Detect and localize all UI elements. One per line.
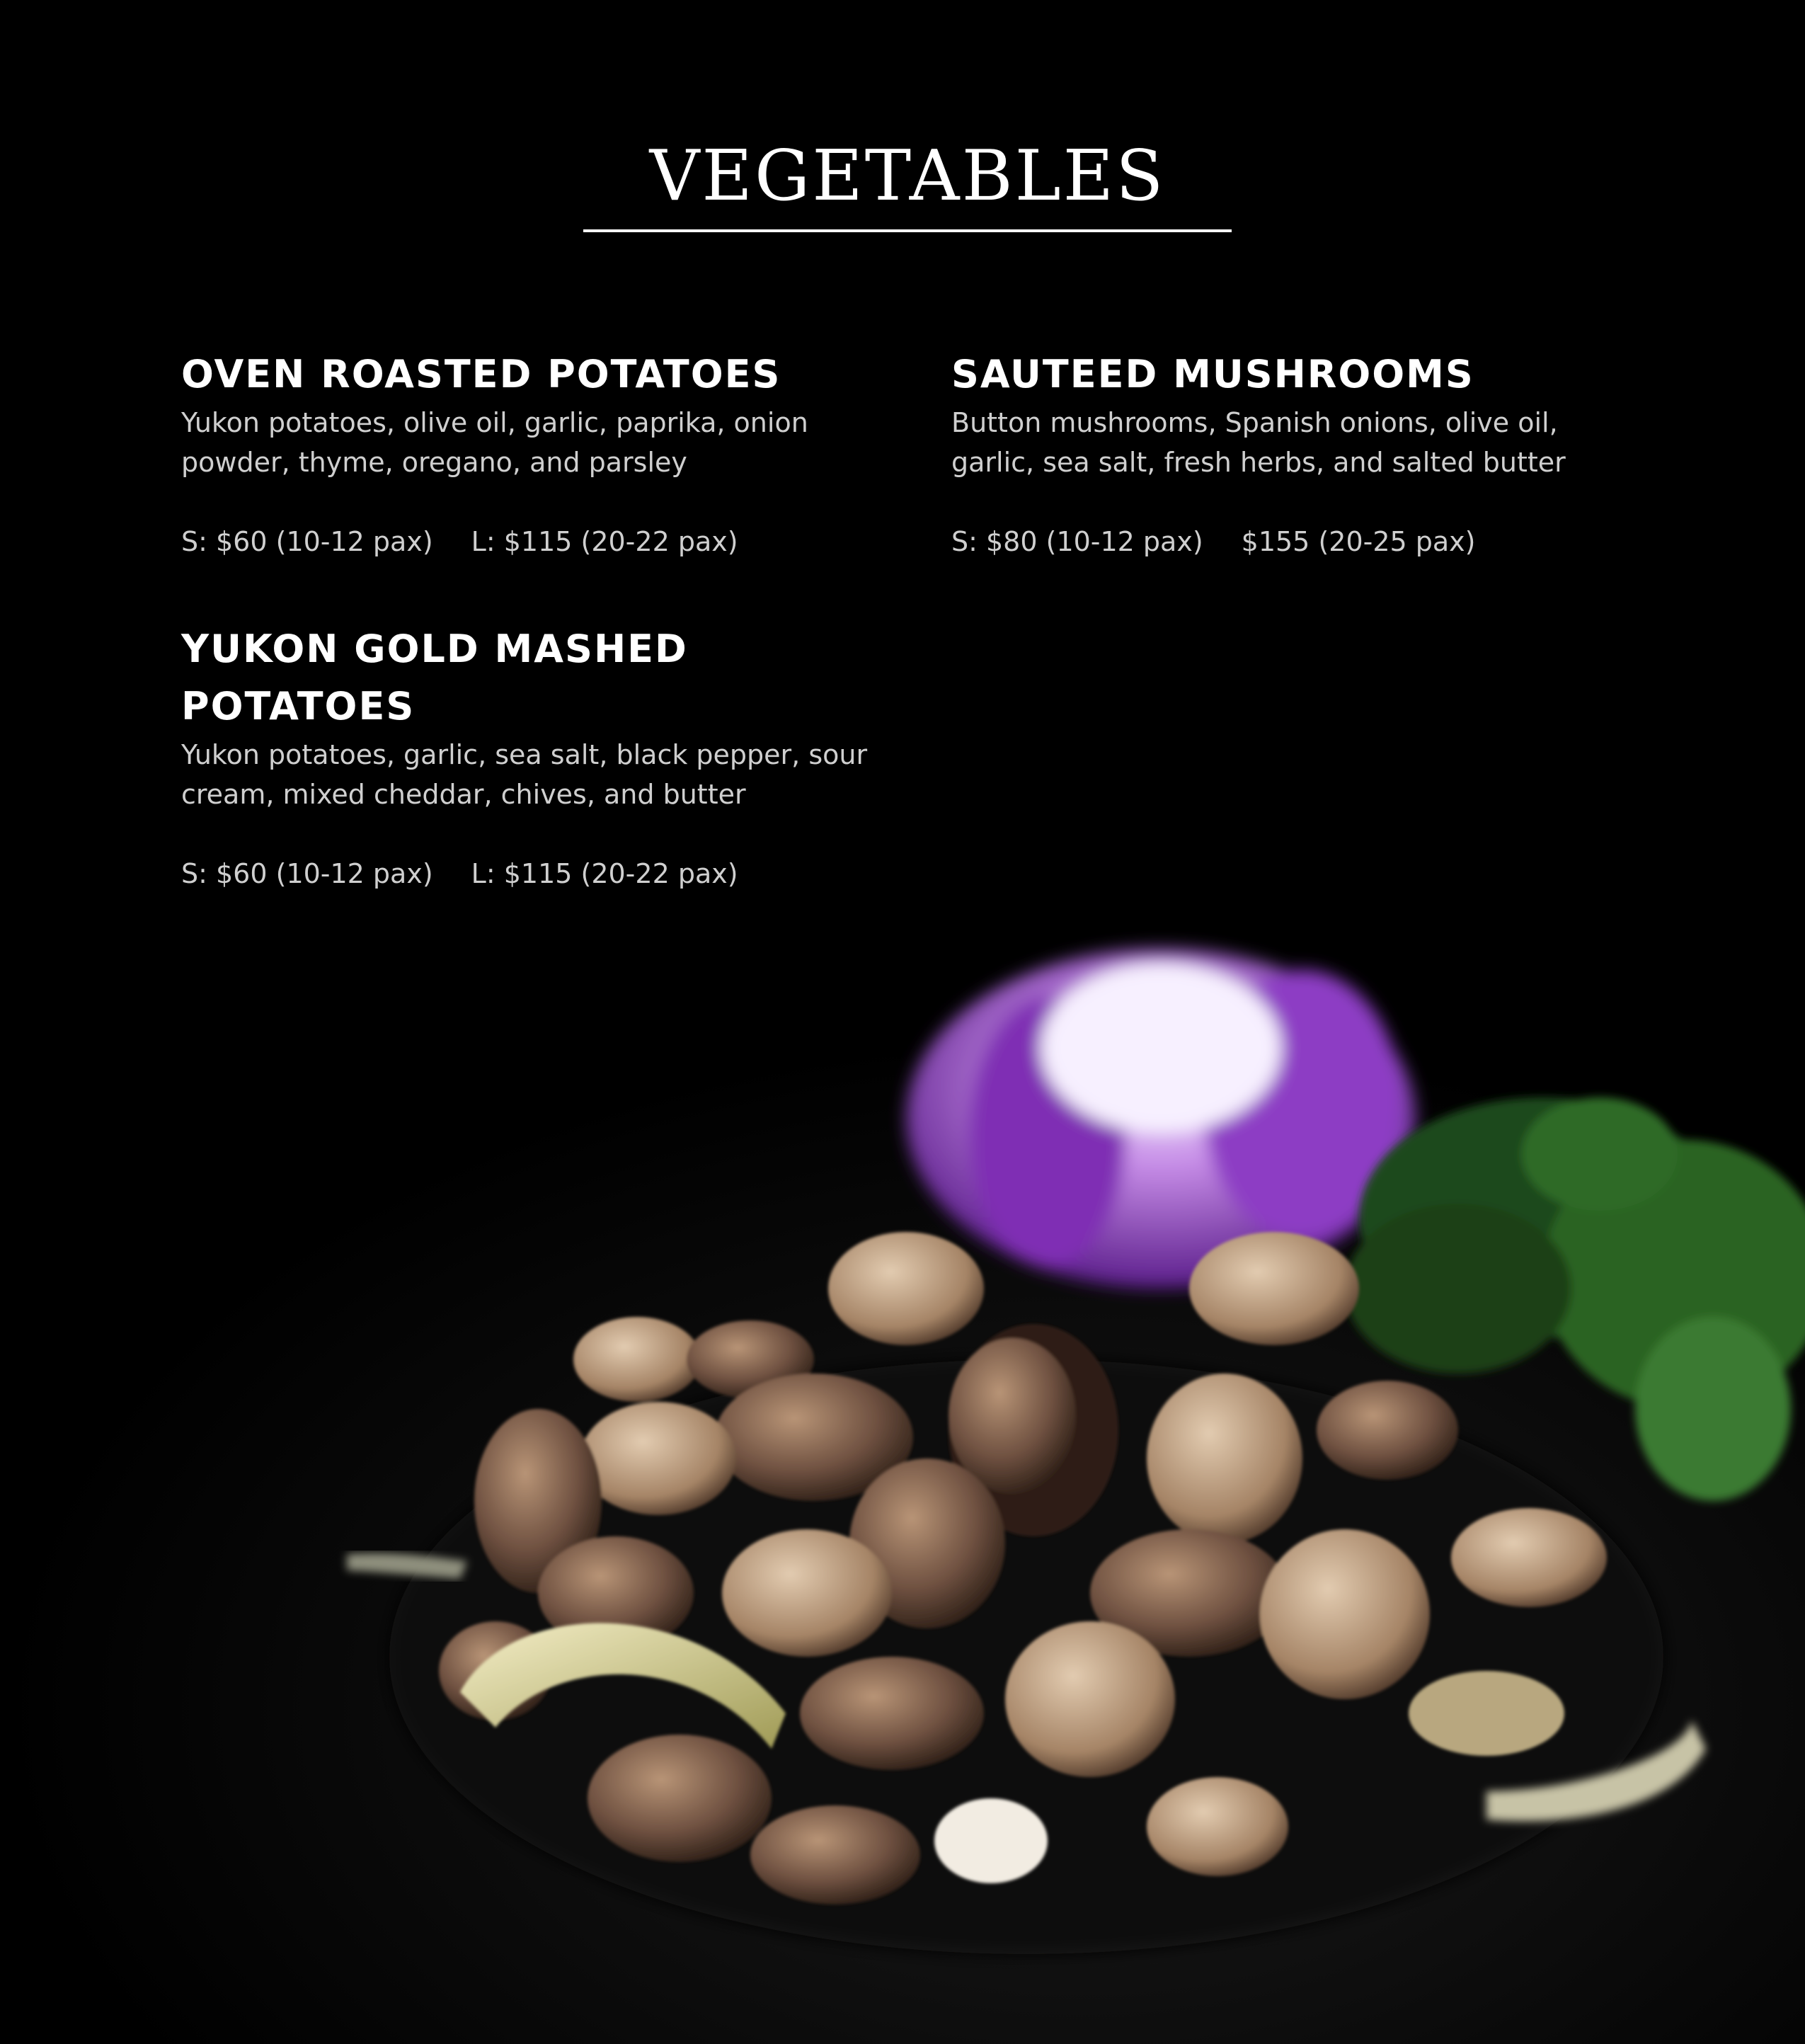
price-large: L: $115 (20-22 pax) — [471, 526, 738, 557]
menu-item-oven-roasted-potatoes — [181, 346, 917, 561]
item-description: Yukon potatoes, olive oil, garlic, paprika, onion powder, thyme, oregano, and parsley — [181, 407, 808, 478]
price-small: S: $60 (10-12 pax) — [181, 526, 433, 557]
item-prices — [951, 522, 1617, 561]
price-large: $155 (20-25 pax) — [1241, 526, 1476, 557]
price-large: L: $115 (20-22 pax) — [471, 858, 738, 889]
item-description: Yukon potatoes, garlic, sea salt, black pepper, sour cream, mixed cheddar, chives, and butter — [181, 739, 868, 810]
price-small: S: $80 (10-12 pax) — [951, 526, 1203, 557]
item-name: OVEN ROASTED POTATOES — [181, 352, 781, 396]
item-prices — [181, 854, 889, 893]
red-onion-garnish — [906, 949, 1416, 1289]
price-small: S: $60 (10-12 pax) — [181, 858, 433, 889]
menu-title: VEGETABLES — [649, 136, 1166, 217]
sauteed-mushrooms-photo — [0, 920, 1805, 2044]
item-name: SAUTEED MUSHROOMS — [951, 352, 1474, 396]
item-prices — [181, 522, 917, 561]
menu-item-sauteed-mushrooms — [951, 346, 1617, 561]
item-description: Button mushrooms, Spanish onions, olive oil, garlic, sea salt, fresh herbs, and salted butter — [951, 407, 1566, 478]
item-name: YUKON GOLD MASHED POTATOES — [181, 627, 688, 729]
title-underline — [583, 229, 1232, 232]
menu-item-yukon-gold-mashed-potatoes — [181, 620, 889, 893]
